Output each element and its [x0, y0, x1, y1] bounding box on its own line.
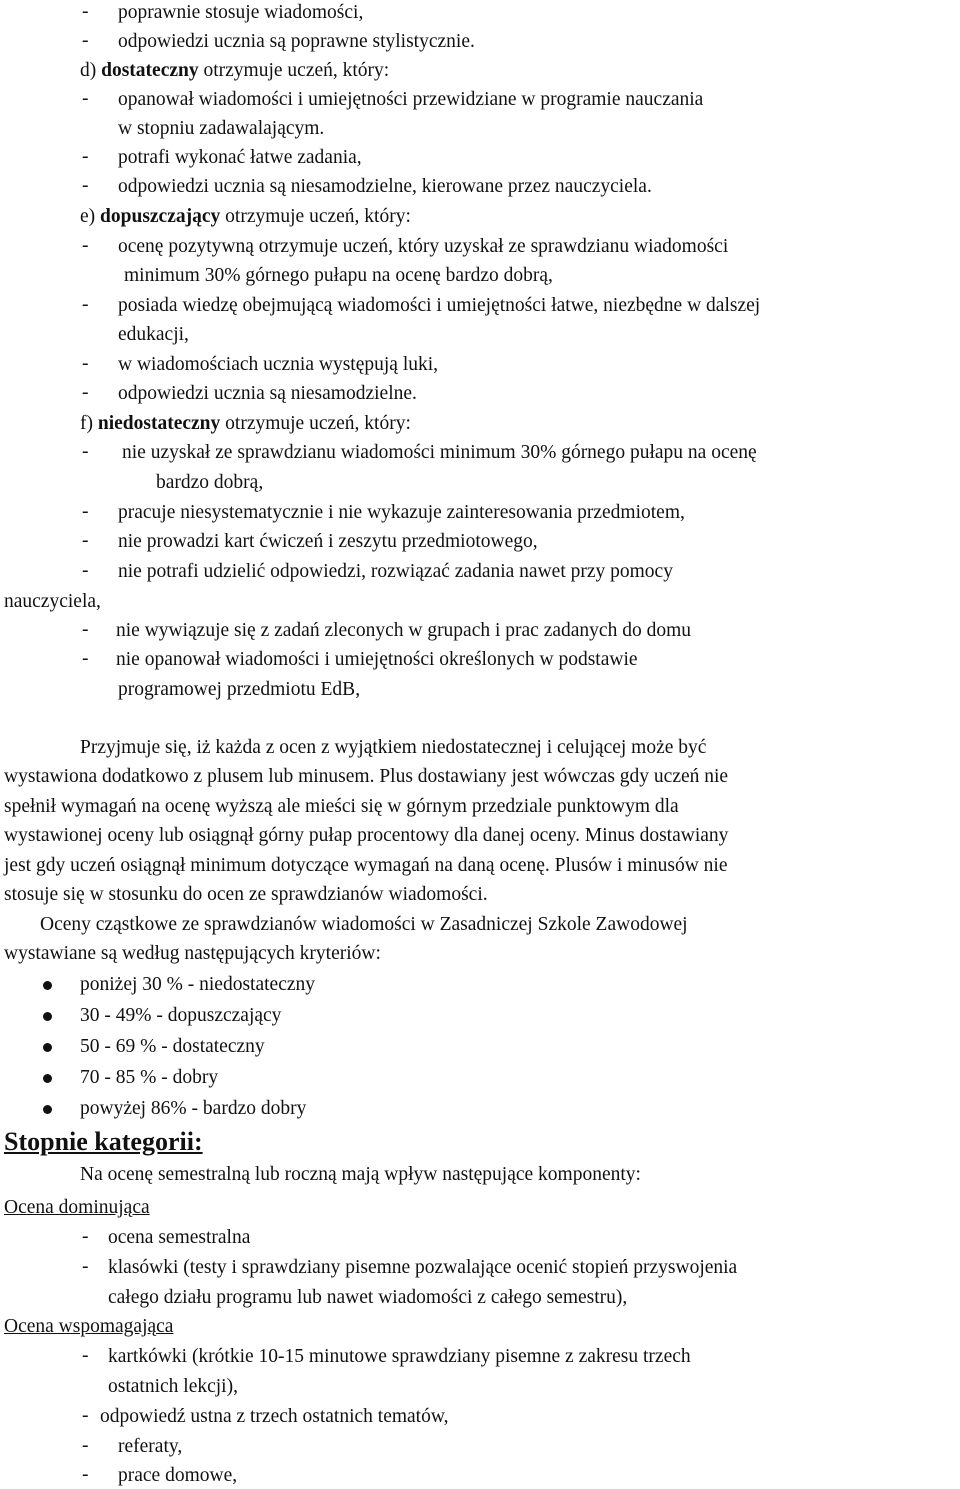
- list-item: referaty,: [118, 1436, 183, 1457]
- list-item: nie uzyskał ze sprawdzianu wiadomości minimum 30% górnego pułapu na ocenę: [122, 442, 757, 463]
- list-dash: -: [82, 619, 89, 640]
- list-item: odpowiedzi ucznia są niesamodzielne, kierowane przez nauczyciela.: [118, 176, 652, 197]
- list-dash: -: [82, 235, 89, 256]
- bullet-icon: [43, 1105, 52, 1114]
- bullet-icon: [43, 1043, 52, 1052]
- grade-heading-e: e) dopuszczający otrzymuje uczeń, który:: [80, 206, 411, 227]
- list-item-continuation: nauczyciela,: [4, 591, 101, 612]
- list-item-continuation: w stopniu zadawalającym.: [118, 118, 325, 139]
- list-item: kartkówki (krótkie 10-15 minutowe sprawdziany pisemne z zakresu trzech: [108, 1346, 691, 1367]
- list-item: w wiadomościach ucznia występują luki,: [118, 354, 439, 375]
- list-dash: -: [82, 1345, 89, 1366]
- list-item: potrafi wykonać łatwe zadania,: [118, 147, 362, 168]
- list-item-continuation: programowej przedmiotu EdB,: [118, 679, 361, 700]
- scale-item: 50 - 69 % - dostateczny: [80, 1036, 265, 1057]
- paragraph-line: Oceny cząstkowe ze sprawdzianów wiadomości w Zasadniczej Szkole Zawodowej: [40, 914, 688, 935]
- grade-heading-d: d) dostateczny otrzymuje uczeń, który:: [80, 60, 390, 81]
- paragraph-line: wystawiane są według następujących kryteriów:: [4, 943, 381, 964]
- list-item: nie prowadzi kart ćwiczeń i zeszytu przedmiotowego,: [118, 531, 538, 552]
- list-item: opanował wiadomości i umiejętności przewidziane w programie nauczania: [118, 89, 704, 110]
- scale-item: poniżej 30 % - niedostateczny: [80, 974, 315, 995]
- list-item: odpowiedź ustna z trzech ostatnich tematów,: [100, 1406, 449, 1427]
- paragraph-line: wystawiona dodatkowo z plusem lub minusem. Plus dostawiany jest wówczas gdy uczeń nie: [4, 766, 729, 787]
- grade-name: dopuszczający: [100, 206, 221, 227]
- list-dash: -: [82, 146, 89, 167]
- grade-name: dostateczny: [101, 60, 199, 81]
- list-item: klasówki (testy i sprawdziany pisemne pozwalające ocenić stopień przyswojenia: [108, 1257, 738, 1278]
- section-heading: Stopnie kategorii:: [4, 1127, 203, 1156]
- list-dash: -: [82, 648, 89, 669]
- list-item: ocena semestralna: [108, 1227, 251, 1248]
- scale-item: 70 - 85 % - dobry: [80, 1067, 219, 1088]
- list-item: nie opanował wiadomości i umiejętności określonych w podstawie: [116, 649, 638, 670]
- list-dash: -: [82, 353, 89, 374]
- list-item: prace domowe,: [118, 1465, 238, 1486]
- list-dash: -: [82, 530, 89, 551]
- list-item: nie wywiązuje się z zadań zleconych w grupach i prac zadanych do domu: [116, 620, 692, 641]
- list-dash: -: [82, 560, 89, 581]
- bullet-icon: [43, 1012, 52, 1021]
- bullet-icon: [43, 1074, 52, 1083]
- list-dash: -: [82, 382, 89, 403]
- list-item: odpowiedzi ucznia są poprawne stylistycznie.: [118, 31, 475, 52]
- list-dash: -: [82, 294, 89, 315]
- list-item-continuation: całego działu programu lub nawet wiadomości z całego semestru),: [108, 1287, 628, 1308]
- list-dash: -: [82, 1226, 89, 1247]
- list-dash: -: [82, 501, 89, 522]
- bullet-icon: [43, 981, 52, 990]
- list-dash: -: [82, 1435, 89, 1456]
- list-item: posiada wiedzę obejmującą wiadomości i umiejętności łatwe, niezbędne w dalszej: [118, 295, 761, 316]
- scale-item: powyżej 86% - bardzo dobry: [80, 1098, 307, 1119]
- list-dash: -: [82, 1256, 89, 1277]
- grade-name: niedostateczny: [97, 413, 221, 434]
- list-dash: -: [82, 441, 89, 462]
- section-intro: Na ocenę semestralną lub roczną mają wpływ następujące komponenty:: [80, 1164, 641, 1185]
- paragraph-line: spełnił wymagań na ocenę wyższą ale mieści się w górnym przedziale punktowym dla: [4, 796, 679, 817]
- list-item: poprawnie stosuje wiadomości,: [118, 2, 364, 23]
- list-dash: -: [82, 88, 89, 109]
- list-dash: -: [82, 175, 89, 196]
- list-item: ocenę pozytywną otrzymuje uczeń, który uzyskał ze sprawdzianu wiadomości: [118, 236, 729, 257]
- subsection-title-support: Ocena wspomagająca: [4, 1316, 174, 1337]
- list-dash: -: [82, 1405, 89, 1426]
- list-item-continuation: bardzo dobrą,: [156, 472, 264, 493]
- list-dash: -: [82, 1, 89, 22]
- list-item-continuation: minimum 30% górnego pułapu na ocenę bardzo dobrą,: [124, 265, 553, 286]
- grade-heading-f: f) niedostateczny otrzymuje uczeń, który:: [80, 413, 411, 434]
- list-item: odpowiedzi ucznia są niesamodzielne.: [118, 383, 417, 404]
- subsection-title-dominant: Ocena dominująca: [4, 1197, 150, 1218]
- list-item-continuation: edukacji,: [118, 324, 189, 345]
- list-item-continuation: ostatnich lekcji),: [108, 1376, 238, 1397]
- list-dash: -: [82, 30, 89, 51]
- paragraph-line: stosuje się w stosunku do ocen ze sprawdzianów wiadomości.: [4, 884, 488, 905]
- list-item: pracuje niesystematycznie i nie wykazuje zainteresowania przedmiotem,: [118, 502, 685, 523]
- list-dash: -: [82, 1464, 89, 1485]
- scale-item: 30 - 49% - dopuszczający: [80, 1005, 282, 1026]
- list-item: nie potrafi udzielić odpowiedzi, rozwiązać zadania nawet przy pomocy: [118, 561, 673, 582]
- paragraph-line: Przyjmuje się, iż każda z ocen z wyjątkiem niedostatecznej i celującej może być: [80, 737, 707, 758]
- paragraph-line: wystawionej oceny lub osiągnął górny pułap procentowy dla danej oceny. Minus dostawiany: [4, 825, 729, 846]
- paragraph-line: jest gdy uczeń osiągnął minimum dotyczące wymagań na daną ocenę. Plusów i minusów nie: [4, 855, 728, 876]
